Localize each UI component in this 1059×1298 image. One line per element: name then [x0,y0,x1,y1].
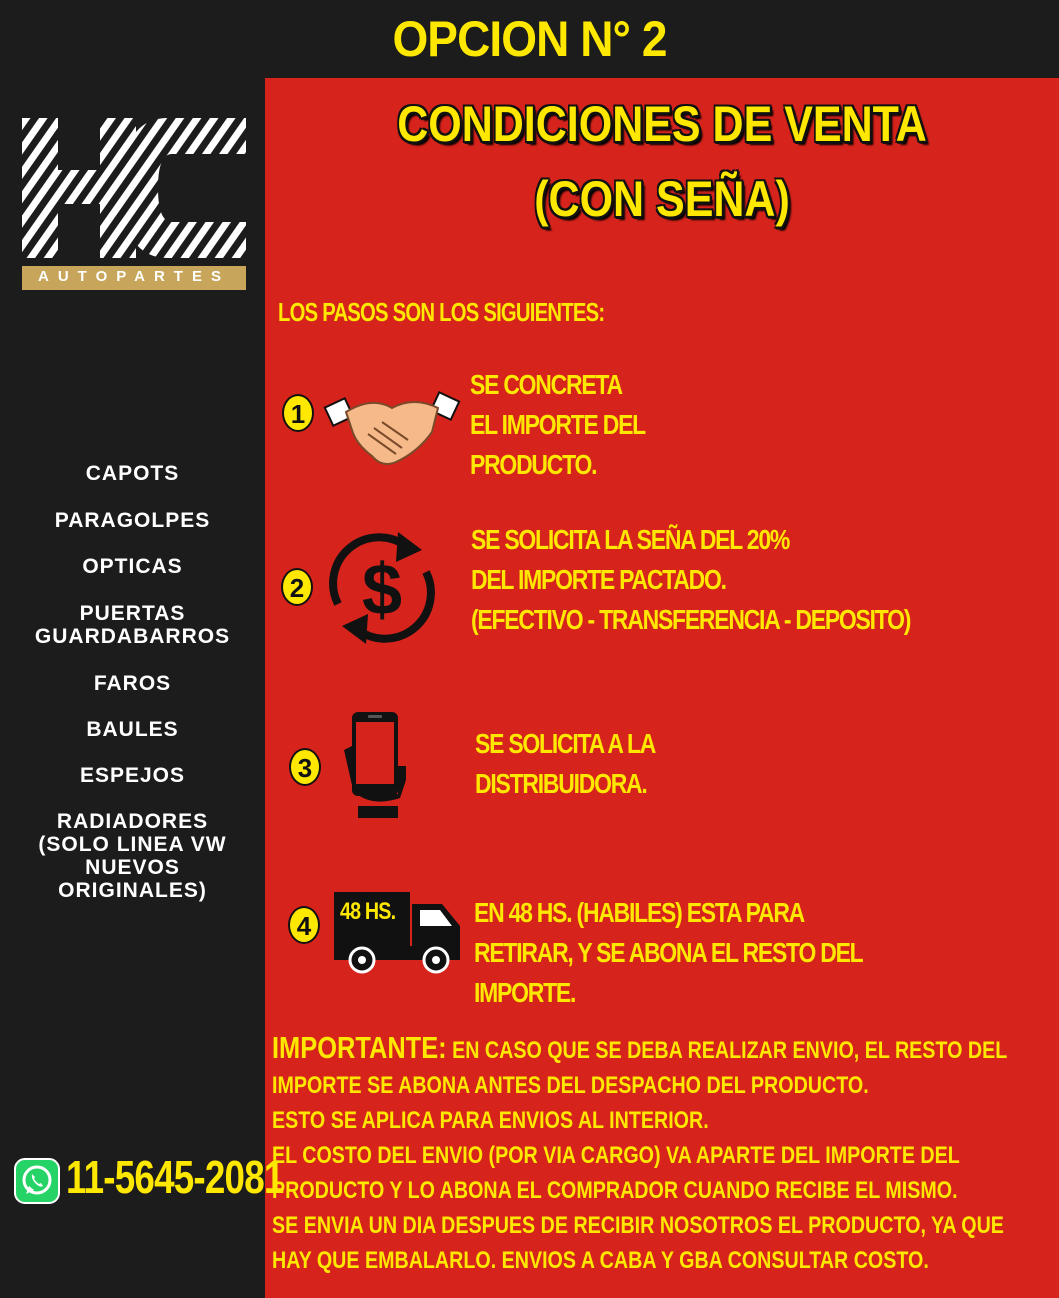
phone-number[interactable]: 11-5645-2081 [66,1151,284,1203]
step-text-2: SE SOLICITA LA SEÑA DEL 20% DEL IMPORTE PACTADO. (EFECTIVO - TRANSFERENCIA - DEPOSITO) [471,524,911,635]
handshake-icon [322,382,462,468]
step-text-4: EN 48 HS. (HABILES) ESTA PARA RETIRAR, Y SE ABONA EL RESTO DEL IMPORTE. [474,897,863,1008]
important-line-6: SE ENVIA UN DIA DESPUES DE RECIBIR NOSOTROS EL PRODUCTO, YA QUE [272,1212,1004,1239]
important-notice [272,1030,1059,1278]
sidebar-item-paragolpes: PARAGOLPES [54,509,211,532]
dollar-cycle-icon [318,524,446,652]
sidebar-item-opticas: OPTICAS [82,555,183,578]
logo-subtitle: AUTOPARTES [38,268,230,285]
important-line-3: ESTO SE APLICA PARA ENVIOS AL INTERIOR. [272,1107,709,1134]
sidebar-item-baules: BAULES [86,718,179,741]
truck-badge: 48 HS. [340,898,396,925]
sidebar-item-puertas: PUERTAS GUARDABARROS [34,602,231,648]
sidebar-item-espejos: ESPEJOS [79,764,186,787]
important-line-2: IMPORTE SE ABONA ANTES DEL DESPACHO DEL PRODUCTO. [272,1072,869,1099]
step-number-2: 2 [281,568,313,606]
phone-in-hand-icon [340,710,410,820]
hc-logo [22,118,246,290]
steps-intro: LOS PASOS SON LOS SIGUIENTES: [278,297,605,327]
important-line-7: HAY QUE EMBALARLO. ENVIOS A CABA Y GBA CONSULTAR COSTO. [272,1247,929,1274]
important-label: IMPORTANTE: [272,1030,447,1065]
step-text-1: SE CONCRETA EL IMPORTE DEL PRODUCTO. [470,369,645,480]
important-line-5: PRODUCTO Y LO ABONA EL COMPRADOR CUANDO RECIBE EL MISMO. [272,1177,958,1204]
svg-text:$: $ [361,550,403,630]
important-line-4: EL COSTO DEL ENVIO (POR VIA CARGO) VA APARTE DEL IMPORTE DEL [272,1142,960,1169]
main-title-line1: CONDICIONES DE VENTA [397,96,927,152]
step-text-3: SE SOLICITA A LA DISTRIBUIDORA. [475,728,656,799]
sidebar-item-radiadores: RADIADORES (SOLO LINEA VW NUEVOS ORIGINALES) [38,810,227,902]
step-number-4: 4 [288,906,320,944]
important-line-1: EN CASO QUE SE DEBA REALIZAR ENVIO, EL RESTO DEL [452,1037,1008,1064]
step-number-1: 1 [282,394,314,432]
step-number-3: 3 [289,748,321,786]
main-title-line2: (CON SEÑA) [534,171,790,227]
whatsapp-icon [14,1158,60,1204]
sidebar-item-faros: FAROS [93,672,172,695]
page-title: OPCION N° 2 [392,11,667,67]
sidebar-item-capots: CAPOTS [85,462,180,485]
